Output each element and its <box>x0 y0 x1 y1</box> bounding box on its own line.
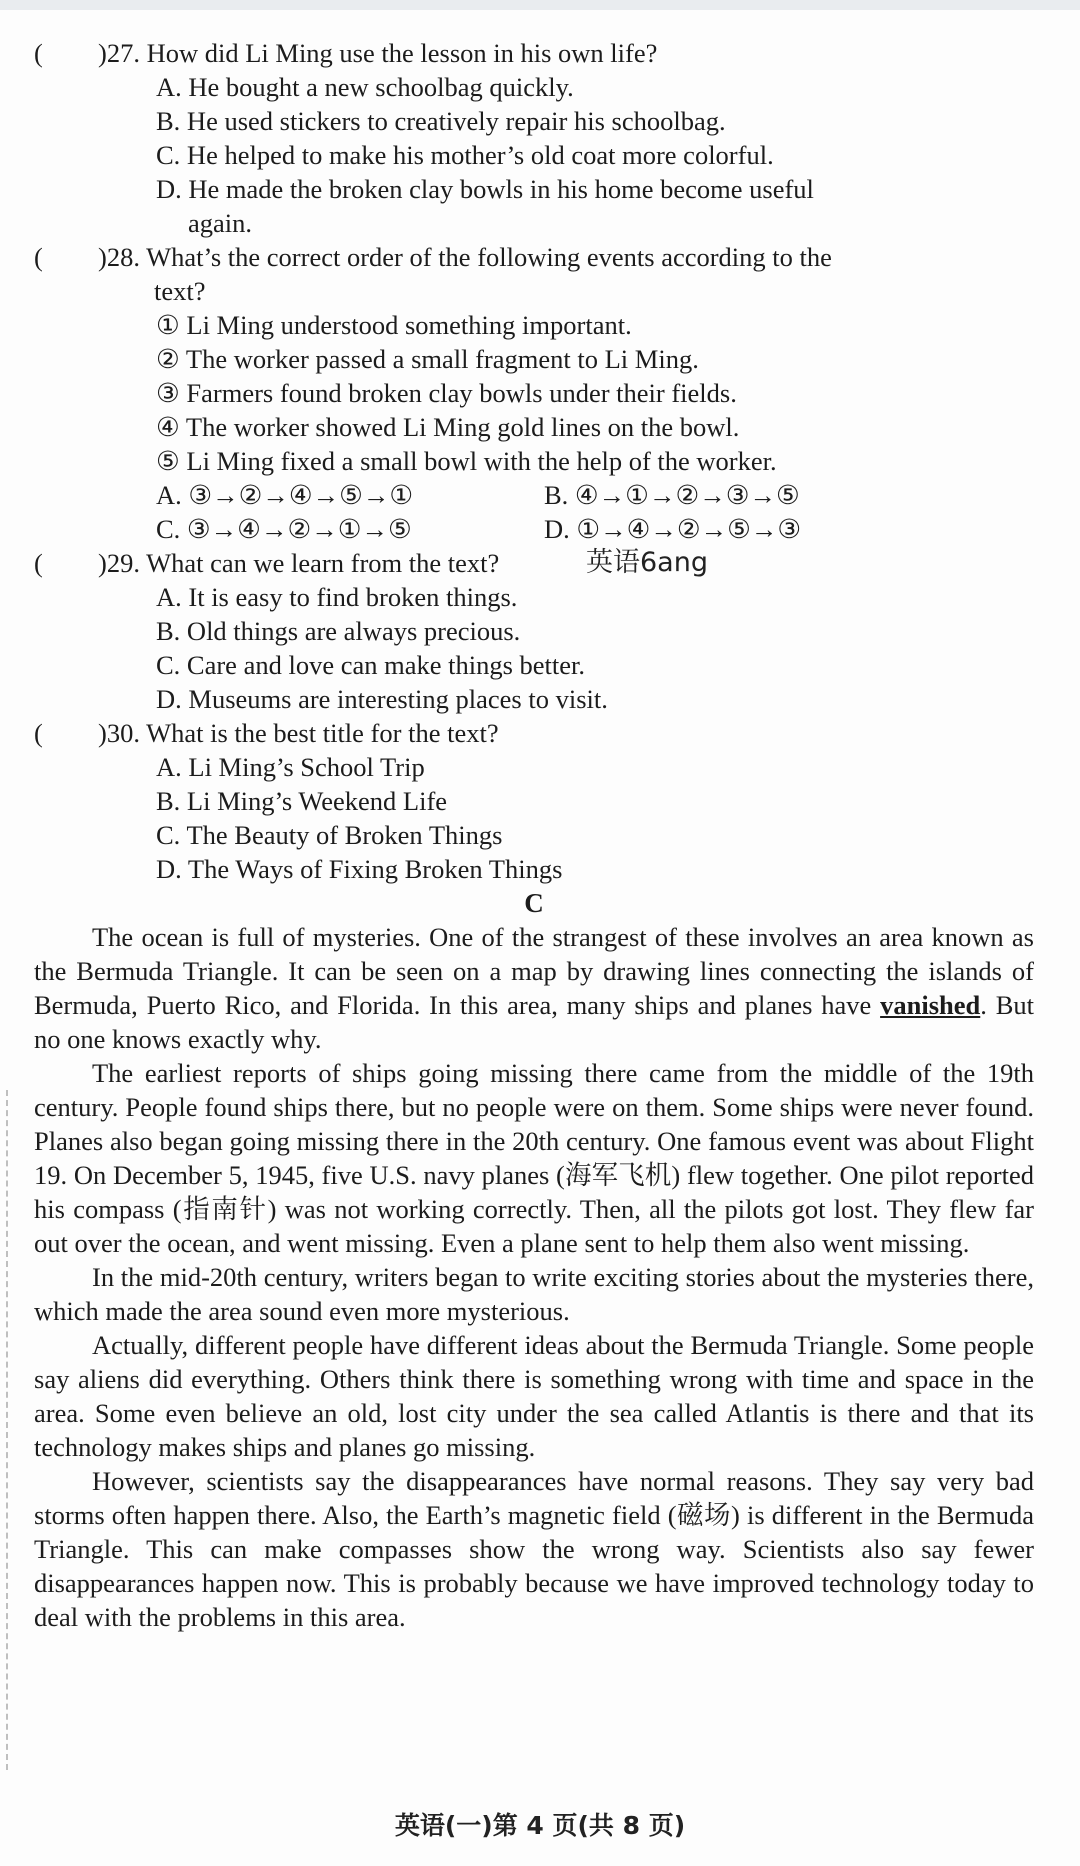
question-stem: )29. What can we learn from the text? <box>98 548 500 578</box>
option-c: C. ③→④→②→①→⑤ <box>156 514 412 544</box>
option-d-continued: again. <box>188 208 253 238</box>
reading-passage <box>34 920 1034 1634</box>
section-heading: C <box>524 888 544 918</box>
option-d: D. Museums are interesting places to visit. <box>156 684 608 714</box>
answer-paren: ( <box>34 242 43 272</box>
option-a: A. ③→②→④→⑤→① <box>156 480 414 510</box>
option-a: A. He bought a new schoolbag quickly. <box>156 72 574 102</box>
option-d: D. The Ways of Fixing Broken Things <box>156 854 563 884</box>
question-stem: )30. What is the best title for the text? <box>98 718 499 748</box>
option-b: B. Old things are always precious. <box>156 616 521 646</box>
page-footer: 英语(一)第 4 页(共 8 页) <box>394 1811 686 1840</box>
answer-paren: ( <box>34 548 43 578</box>
binding-dash-line <box>6 1090 8 1770</box>
question-stem: )27. How did Li Ming use the lesson in his own life? <box>98 38 658 68</box>
passage-paragraph: In the mid-20th century, writers began to write exciting stories about the mysteries there, which made the area sound even more mysterious. <box>34 1262 1034 1326</box>
option-b: B. Li Ming’s Weekend Life <box>156 786 448 816</box>
question-29 <box>34 546 1034 716</box>
question-27 <box>34 36 1034 240</box>
event-item: ③ Farmers found broken clay bowls under their fields. <box>156 378 737 408</box>
passage-paragraph: Actually, different people have different ideas about the Bermuda Triangle. Some people say aliens did everything. Others think there is something wrong with time and space in the area. Some even believe an old, lost city under the sea called Atlantis is there and that its technology makes ships and planes go missing. <box>34 1330 1034 1462</box>
option-d: D. He made the broken clay bowls in his home become useful <box>156 174 814 204</box>
exam-page <box>34 36 1034 1634</box>
answer-paren: ( <box>34 38 43 68</box>
option-a: A. Li Ming’s School Trip <box>156 752 425 782</box>
passage-paragraph: The earliest reports of ships going missing there came from the middle of the 19th century. People found ships there, but no people were on them. Some ships were never found. Planes also began going missing there in the 20th century. One famous event was about Flight 19. On December 5, 1945, five U.S. navy planes (海军飞机) flew together. One pilot reported his compass (指南针) was not working correctly. Then, all the pilots got lost. They flew far out over the ocean, and went missing. Even a plane sent to help them also went missing. <box>34 1058 1034 1258</box>
answer-paren: ( <box>34 718 43 748</box>
event-item: ① Li Ming understood something important. <box>156 310 632 340</box>
passage-paragraph: However, scientists say the disappearances have normal reasons. They say very bad storms often happen there. Also, the Earth’s magnetic field (磁场) is different in the Bermuda Triangle. This can make compasses show the wrong way. Scientists also say fewer disappearances happen now. This is probably because we have improved technology today to deal with the problems in this area. <box>34 1466 1034 1632</box>
option-c: C. Care and love can make things better. <box>156 650 586 680</box>
option-b: B. ④→①→②→③→⑤ <box>544 480 800 510</box>
option-d: D. ①→④→②→⑤→③ <box>544 514 802 544</box>
question-stem: )28. What’s the correct order of the following events according to the <box>98 242 832 272</box>
option-a: A. It is easy to find broken things. <box>156 582 518 612</box>
passage-paragraph: The ocean is full of mysteries. One of the strangest of these involves an area known as the Bermuda Triangle. It can be seen on a map by drawing lines connecting the islands of Bermuda, Puerto Rico, and Florida. In this area, many ships and planes have vanished. But no one knows exactly why. <box>34 922 1034 1054</box>
question-stem-continued: text? <box>154 276 206 306</box>
event-item: ② The worker passed a small fragment to Li Ming. <box>156 344 699 374</box>
event-item: ⑤ Li Ming fixed a small bowl with the help of the worker. <box>156 446 777 476</box>
question-30 <box>34 716 1034 886</box>
option-c: C. The Beauty of Broken Things <box>156 820 503 850</box>
question-28 <box>34 240 1034 546</box>
watermark-label: 英语6ang <box>586 547 708 578</box>
event-item: ④ The worker showed Li Ming gold lines on the bowl. <box>156 412 740 442</box>
option-b: B. He used stickers to creatively repair his schoolbag. <box>156 106 726 136</box>
key-word: vanished <box>880 990 981 1020</box>
top-band <box>0 0 1080 10</box>
option-c: C. He helped to make his mother’s old coat more colorful. <box>156 140 774 170</box>
